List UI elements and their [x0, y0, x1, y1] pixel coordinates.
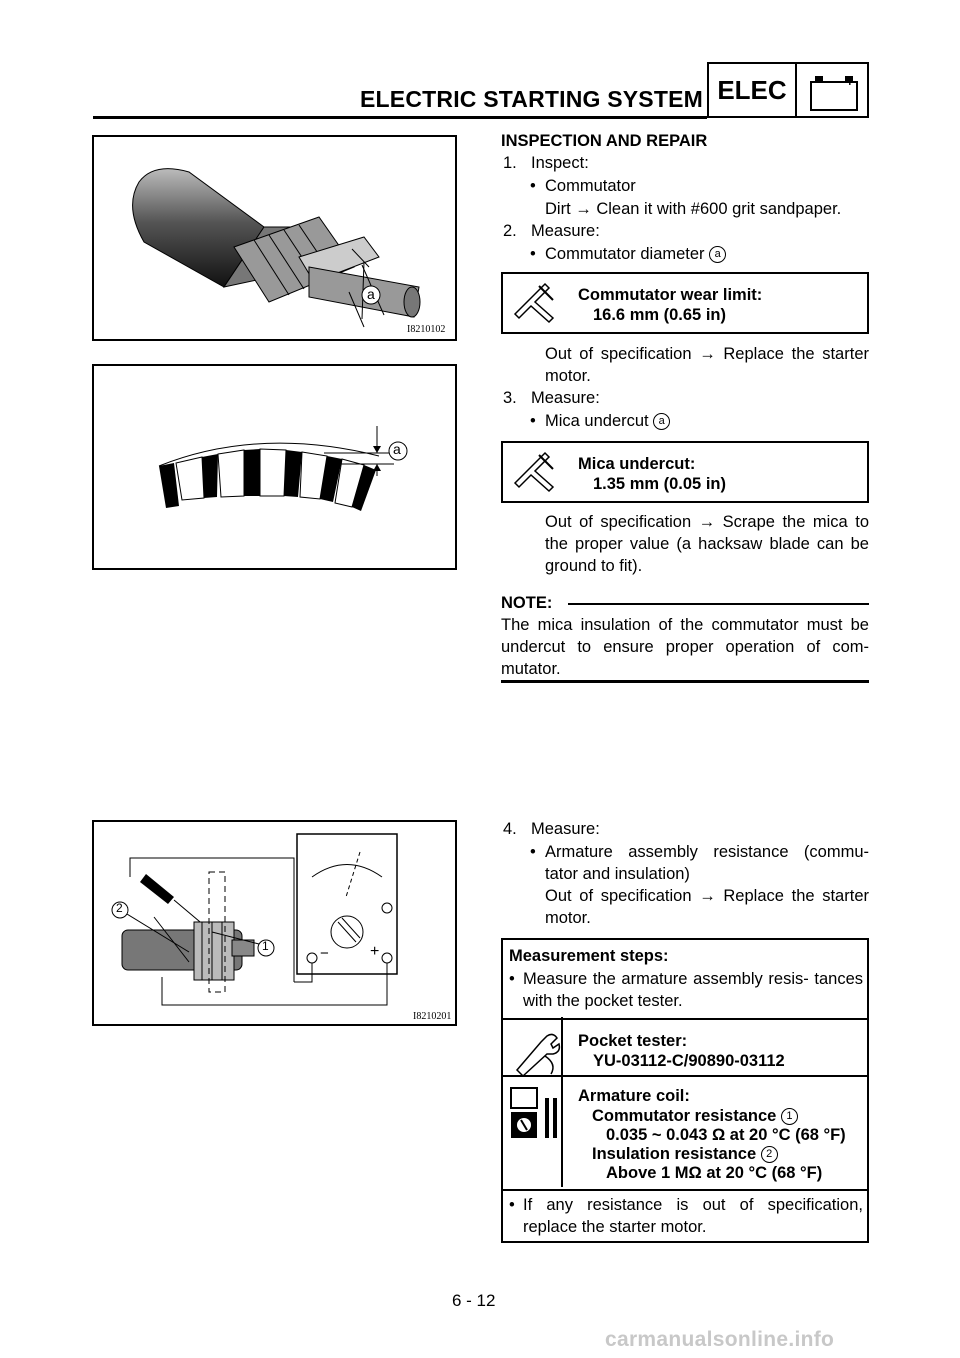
step-2-number: 2. — [503, 222, 517, 240]
step-1-label: Inspect: — [531, 154, 589, 172]
note-rule — [568, 603, 869, 605]
page-number: 6 - 12 — [452, 1291, 496, 1310]
note-label: NOTE: — [501, 594, 553, 612]
spec-title: Mica undercut: — [578, 455, 696, 473]
commutator-diameter-illustration — [94, 137, 455, 339]
battery-icon — [797, 64, 867, 116]
mica-undercut-illustration — [94, 366, 455, 568]
step-3-bullet — [545, 410, 670, 432]
callout-1: 1 — [262, 939, 269, 953]
callout-2: 2 — [116, 901, 123, 915]
multimeter-icon — [507, 1082, 563, 1146]
insulation-resistance-value: Above 1 MΩ at 20 °C (68 °F) — [606, 1164, 823, 1182]
wrench-tool-icon — [507, 1024, 563, 1080]
step-2-label: Measure: — [531, 222, 600, 240]
bullet-dot: • — [530, 412, 536, 430]
armature-resistance-test-illustration — [94, 822, 455, 1024]
step-3-number: 3. — [503, 389, 517, 407]
figure-id: I8210201 — [413, 1011, 452, 1022]
row-divider — [503, 1075, 867, 1077]
measurement-title: Measurement steps: — [509, 947, 669, 965]
meter-plus: + — [370, 943, 380, 960]
elec-label: ELEC — [709, 64, 797, 116]
row-divider — [503, 1018, 867, 1020]
row-divider — [503, 1189, 867, 1191]
bullet-dot: • — [530, 177, 536, 195]
bullet-dot: • — [509, 970, 515, 988]
step-1-detail: Dirt → Clean it with #600 grit sandpaper. — [545, 200, 842, 218]
commutator-resistance-text: Commutator resistance — [592, 1107, 777, 1125]
callout-a: a — [367, 286, 375, 302]
callout-2: 2 — [761, 1146, 778, 1163]
measurement-bullet-2: If any resistance is out of specification, replace the starter motor. — [523, 1196, 863, 1236]
watermark: carmanualsonline.info — [605, 1328, 835, 1351]
note-end-rule — [501, 680, 869, 683]
step-2-result: Out of specification → Replace the starter motor. — [545, 345, 869, 385]
spec-title: Commutator wear limit: — [578, 286, 763, 304]
step-3-label: Measure: — [531, 389, 600, 407]
step-1-bullet: Commutator — [545, 177, 636, 195]
measurement-steps-box — [501, 938, 869, 1243]
step-4-bullet: Armature assembly resistance (commu- tator and insulation) — [545, 843, 869, 883]
measurement-bullet-1: Measure the armature assembly resis- tances with the pocket tester. — [523, 970, 863, 1010]
figure-commutator-diameter — [92, 135, 457, 341]
spec-box-mica-undercut — [501, 441, 869, 503]
commutator-resistance-value: 0.035 ~ 0.043 Ω at 20 °C (68 °F) — [606, 1126, 846, 1144]
battery-plus: + — [846, 74, 854, 89]
caliper-icon — [509, 278, 559, 332]
callout-a: a — [653, 413, 670, 430]
step-4-label: Measure: — [531, 820, 600, 838]
callout-1: 1 — [781, 1108, 798, 1125]
figure-mica-undercut — [92, 364, 457, 570]
caliper-icon — [509, 447, 559, 501]
figure-id: I8210102 — [407, 324, 446, 335]
spec-box-divider — [561, 1017, 563, 1076]
step-2-bullet-text: Commutator diameter — [545, 245, 705, 263]
tool-value: YU-03112-C/90890-03112 — [593, 1052, 785, 1070]
header-rule — [93, 116, 707, 119]
step-1-number: 1. — [503, 154, 517, 172]
bullet-dot: • — [530, 843, 536, 861]
coil-label: Armature coil: — [578, 1087, 690, 1105]
bullet-dot: • — [509, 1196, 515, 1214]
spec-value: 16.6 mm (0.65 in) — [593, 306, 726, 324]
step-4-result: Out of specification → Replace the starter motor. — [545, 887, 869, 927]
insulation-resistance-text: Insulation resistance — [592, 1145, 757, 1163]
callout-a: a — [393, 441, 401, 457]
figure-armature-resistance — [92, 820, 457, 1026]
spec-value: 1.35 mm (0.05 in) — [593, 475, 726, 493]
callout-a: a — [709, 246, 726, 263]
tool-label: Pocket tester: — [578, 1032, 688, 1050]
section-badge — [707, 62, 869, 118]
meter-minus: − — [320, 945, 329, 962]
step-3-bullet-text: Mica undercut — [545, 412, 649, 430]
section-heading: INSPECTION AND REPAIR — [501, 132, 708, 150]
battery-minus: − — [816, 74, 824, 89]
step-3-result: Out of specification → Scrape the mica to the proper value (a hacksaw blade can be ground to fit). — [545, 513, 869, 575]
spec-box-divider — [561, 1075, 563, 1187]
bullet-dot: • — [530, 245, 536, 263]
step-2-bullet — [545, 243, 726, 265]
step-4-number: 4. — [503, 820, 517, 838]
note-text: The mica insulation of the commutator must be undercut to ensure proper operation of com- mutator. — [501, 616, 869, 678]
page-title: ELECTRIC STARTING SYSTEM — [360, 86, 703, 112]
spec-box-wear-limit — [501, 272, 869, 334]
